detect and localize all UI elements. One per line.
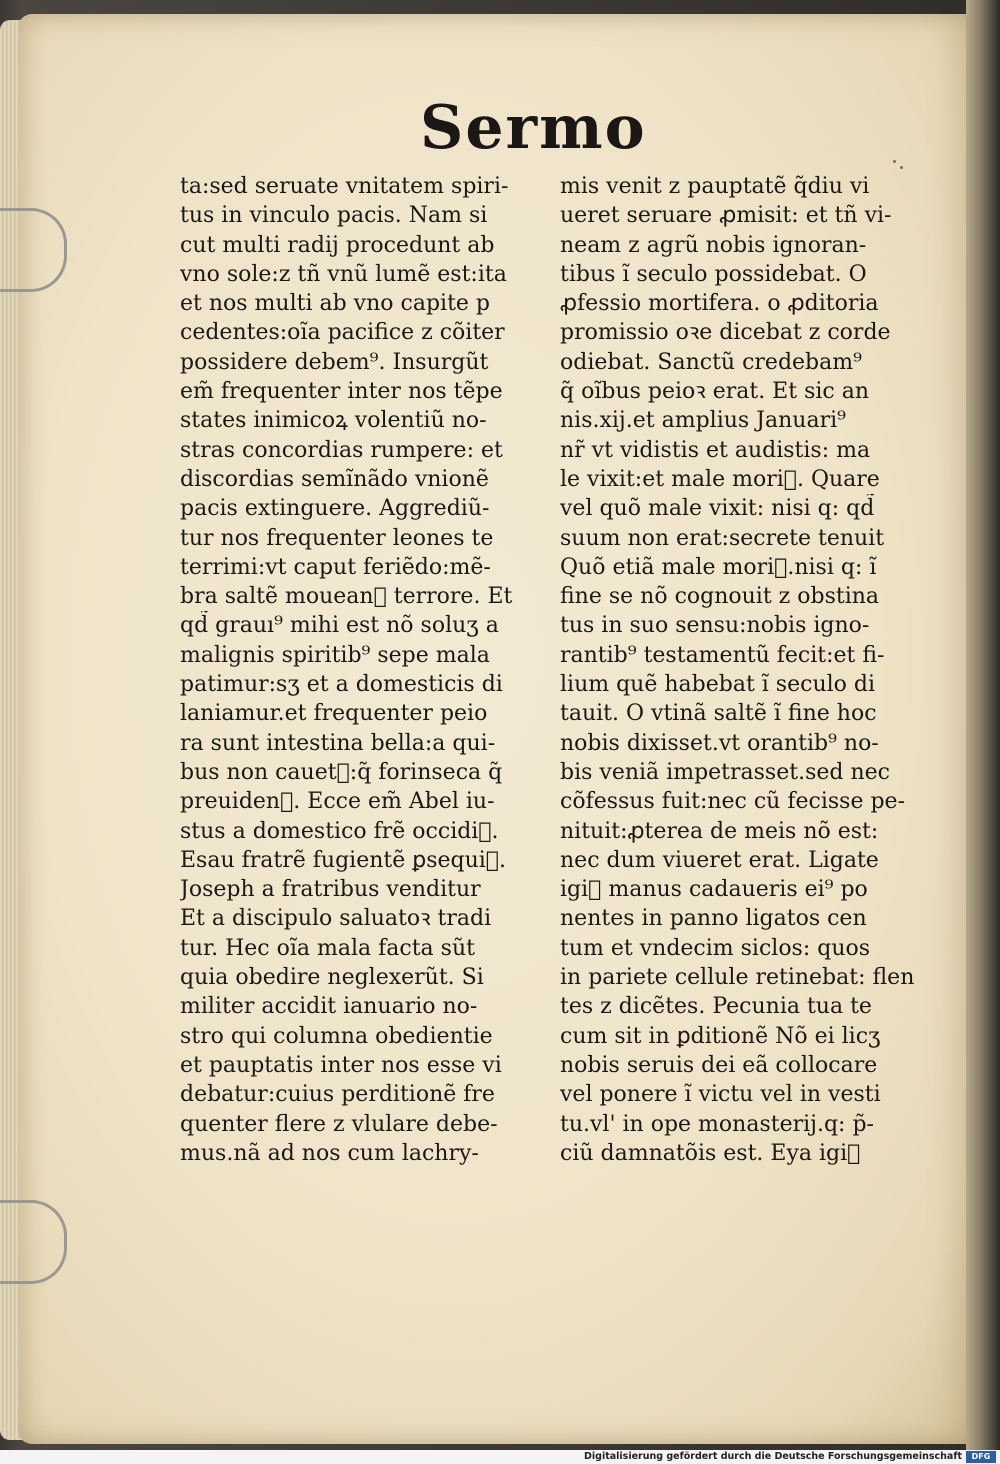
text-line: bis veniã impetrasset.sed nec <box>560 759 890 785</box>
text-line: tibus ĩ seculo possidebat. O <box>560 261 867 287</box>
text-line: quia obedire neglexerũt. Si <box>180 965 484 991</box>
text-line: ciũ damnatõis est. Eya igiᷓ <box>560 1140 861 1166</box>
text-line: nobis dixisset.vt orantib⁹ no- <box>560 730 879 756</box>
text-line: preuidenᷓ. Ecce em̃ Abel iu- <box>180 789 495 815</box>
text-line: Esau fratrẽ fugientẽ ꝑsequiᷓ. <box>180 847 507 873</box>
text-line: tu.vl' in ope monasterij.q: p̃- <box>560 1111 874 1137</box>
facing-page-edge <box>966 0 1000 1450</box>
text-line: bra saltẽ moueanᷓ terrore. Et <box>180 584 513 610</box>
right-text-column <box>560 172 920 1168</box>
text-line: malignis spiritib⁹ sepe mala <box>180 642 490 668</box>
text-line: tur. Hec oĩa mala facta sũt <box>180 935 475 961</box>
text-line: promissio oꝛe dicebat z corde <box>560 320 891 346</box>
text-line: q̃ oĩbus peioꝛ erat. Et sic an <box>560 379 869 405</box>
text-line: tus in vinculo pacis. Nam si <box>180 203 488 229</box>
footer-bar <box>0 1450 1000 1464</box>
text-line: ueret seruare ꝓmisit: et tñ vi- <box>560 203 892 229</box>
text-line: nituit:ꝓterea de meis nõ est: <box>560 818 879 844</box>
text-line: igiᷓ manus cadaueris ei⁹ po <box>560 877 868 903</box>
text-line: mus.nã ad nos cum lachry- <box>180 1140 479 1166</box>
text-line: vel ponere ĩ victu vel in vesti <box>560 1082 881 1108</box>
text-line: cõfessus fuit:nec cũ fecisse pe- <box>560 789 905 815</box>
text-line: tauit. O vtinã saltẽ ĩ fine hoc <box>560 701 877 727</box>
text-line: ra sunt intestina bella:a qui- <box>180 730 496 756</box>
page-clip-bottom <box>0 1200 67 1284</box>
dfg-logo: DFG <box>966 1451 996 1463</box>
text-line: terrimi:vt caput feriẽdo:mẽ- <box>180 554 491 580</box>
page-clip-top <box>0 208 67 292</box>
text-line: et nos multi ab vno capite p <box>180 291 491 317</box>
text-line: vno sole:z tñ vnũ lumẽ est:ita <box>180 261 507 287</box>
text-line: ta:sed seruate vnitatem spiri- <box>180 174 509 199</box>
page-speck <box>900 166 903 169</box>
text-line: qd̃ grauı⁹ mihi est nõ soluʒ a <box>180 613 499 639</box>
text-line: Quõ etiã male moriᷓ.nisi q: ĩ <box>560 554 877 580</box>
text-line: Et a discipulo saluatoꝛ tradi <box>180 906 492 932</box>
text-line: vel quõ male vixit: nisi q: qd̃ <box>560 496 875 522</box>
text-line: nobis seruis dei eã collocare <box>560 1052 878 1078</box>
text-line: cedentes:oĩa pacifice z cõiter <box>180 320 505 346</box>
text-line: mis venit z pauptatẽ q̃diu vi <box>560 174 870 199</box>
text-line: cum sit in ꝑditionẽ Nõ ei licʒ <box>560 1023 881 1049</box>
text-line: tes z dicẽtes. Pecunia tua te <box>560 994 872 1020</box>
page-speck <box>893 160 896 163</box>
text-line: patimur:sʒ et a domesticis di <box>180 672 503 698</box>
text-line: nentes in panno ligatos cen <box>560 906 867 932</box>
text-line: em̃ frequenter inter nos tẽpe <box>180 379 503 405</box>
text-line: suum non erat:secrete tenuit <box>560 525 885 551</box>
text-line: le vixit:et male moriᷓ. Quare <box>560 466 880 492</box>
text-line: in pariete cellule retinebat: flen <box>560 965 915 991</box>
text-line: tur nos frequenter leones te <box>180 525 494 551</box>
text-line: debatur:cuius perditionẽ fre <box>180 1082 495 1108</box>
text-line: laniamur.et frequenter peio <box>180 701 488 727</box>
page-heading: Sermo <box>420 93 647 163</box>
text-line: nec dum viueret erat. Ligate <box>560 847 879 873</box>
text-line: Joseph a fratribus venditur <box>180 877 481 903</box>
text-line: ꝓfessio mortifera. o ꝓditoria <box>560 291 879 317</box>
text-line: cut multi radij procedunt ab <box>180 232 495 258</box>
text-line: discordias semĩnãdo vnionẽ <box>180 466 489 492</box>
text-line: nr̃ vt vidistis et audistis: ma <box>560 437 871 463</box>
text-line: fine se nõ cognouit z obstina <box>560 584 880 610</box>
funding-credit: Digitalisierung gefördert durch die Deutsche Forschungsgemeinschaft <box>584 1451 962 1462</box>
text-line: rantib⁹ testamentũ fecit:et fi- <box>560 642 885 668</box>
text-line: neam z agrũ nobis ignoran- <box>560 232 867 258</box>
text-line: stras concordias rumpere: et <box>180 437 503 463</box>
text-line: lium quẽ habebat ĩ seculo di <box>560 672 876 698</box>
text-line: bus non cauetᷓ:q̃ forinseca q̃ <box>180 759 503 785</box>
text-line: odiebat. Sanctũ credebam⁹ <box>560 349 862 375</box>
text-line: possidere debem⁹. Insurgũt <box>180 349 489 375</box>
text-line: states inimicoꝝ volentiũ no- <box>180 408 487 434</box>
text-line: pacis extinguere. Aggrediũ- <box>180 496 490 522</box>
text-line: tum et vndecim siclos: quos <box>560 935 871 961</box>
text-line: et pauptatis inter nos esse vi <box>180 1052 502 1078</box>
text-line: quenter flere z vlulare debe- <box>180 1111 498 1137</box>
text-line: stus a domestico frẽ occidiᷓ. <box>180 818 499 844</box>
left-text-column <box>180 172 540 1168</box>
text-line: stro qui columna obedientie <box>180 1023 493 1049</box>
text-line: militer accidit ianuario no- <box>180 994 478 1020</box>
text-line: nis.xij.et amplius Januari⁹ <box>560 408 846 434</box>
text-line: tus in suo sensu:nobis igno- <box>560 613 870 639</box>
